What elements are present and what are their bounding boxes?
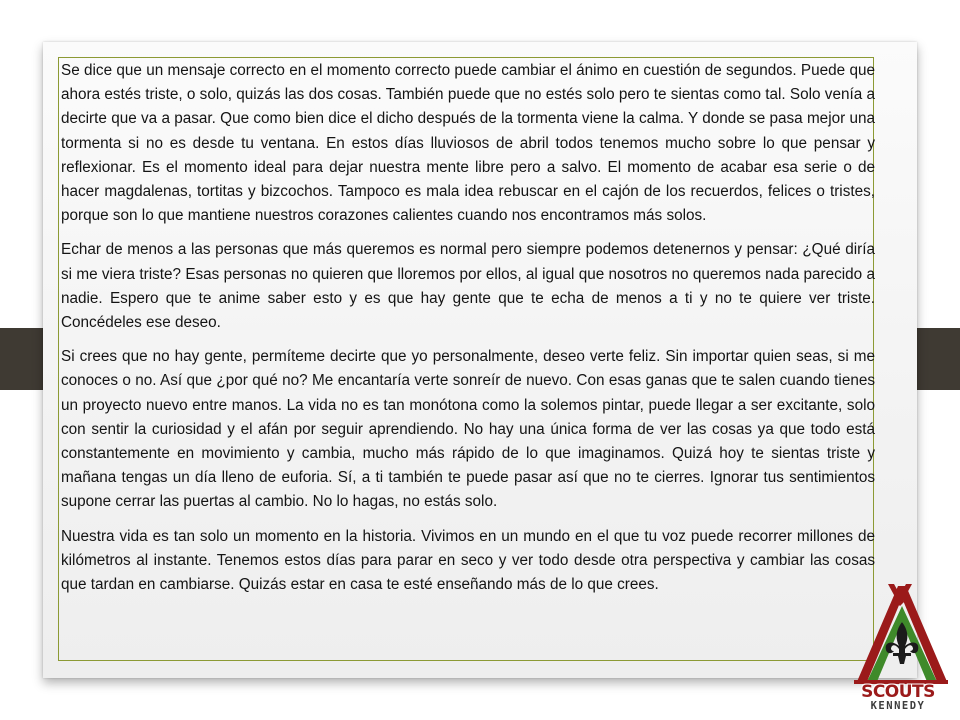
scouts-kennedy-logo: [848, 584, 948, 716]
paragraph-2: Echar de menos a las personas que más queremos es normal pero siempre podemos detenernos y pensar: ¿Qué diría si me viera triste? Esas personas no quieren que lloremos por ellos, al igual que nosotros no queremos nada parecido a nadie. Espero que te anime saber esto y es que hay gente que te echa de menos a ti y no te quiere ver triste. Concédeles ese deseo.: [61, 241, 875, 332]
tent-fleur-de-lis-icon: [848, 584, 948, 694]
paragraph-4: Nuestra vida es tan solo un momento en la historia. Vivimos en un mundo en el que tu voz puede recorrer millones de kilómetros al instante. Tenemos estos días para parar en seco y ver todo desde otra perspectiva y cambiar las cosas que tardan en cambiarse. Quizás estar en casa te esté enseñando más de lo que crees.: [61, 527, 875, 594]
logo-subtitle: KENNEDY: [870, 700, 926, 712]
paragraph-1: Se dice que un mensaje correcto en el momento correcto puede cambiar el ánimo en cuestión de segundos. Puede que ahora estés triste, o solo, quizás las dos cosas. También puede que no estés solo pero te sientas como tal. Solo venía a decirte que va a pasar. Que como bien dice el dicho después de la tormenta viene la calma. Y donde se pasa mejor una tormenta si no es desde tu ventana. En estos días lluviosos de abril todos tenemos mucho sobre lo que pensar y reflexionar. Es el momento ideal para dejar nuestra mente libre pero a salvo. El momento de acabar esa serie o de hacer magdalenas, tortitas y bizcochos. Tampoco es mala idea rebuscar en el cajón de los recuerdos, felices o tristes, porque son lo que mantiene nuestros corazones calientes cuando nos encontramos más solos.: [61, 62, 875, 225]
letter-body: [61, 59, 875, 663]
paragraph-3: Si crees que no hay gente, permíteme decirte que yo personalmente, deseo verte feliz. Sin importar quien seas, si me conoces o no. Así que ¿por qué no? Me encantaría verte sonreír de nuevo. Con esas ganas que te salen cuando tienes un proyecto nuevo entre manos. La vida no es tan monótona como la solemos pintar, puede llegar a ser excitante, solo con sentir la curiosidad y el afán por seguir aprendiendo. No hay una única forma de ver las cosas ya que todo está constantemente en movimiento y cambia, mucho más rápido de lo que imaginamos. Quizá hoy te sientas triste y mañana tengas un día lleno de euforia. Sí, a ti también te puede pasar así que no te cierres. Ignorar tus sentimientos supone cerrar las puertas al cambio. No lo hagas, no estás solo.: [61, 348, 875, 511]
logo-title: SCOUTS: [861, 682, 935, 702]
